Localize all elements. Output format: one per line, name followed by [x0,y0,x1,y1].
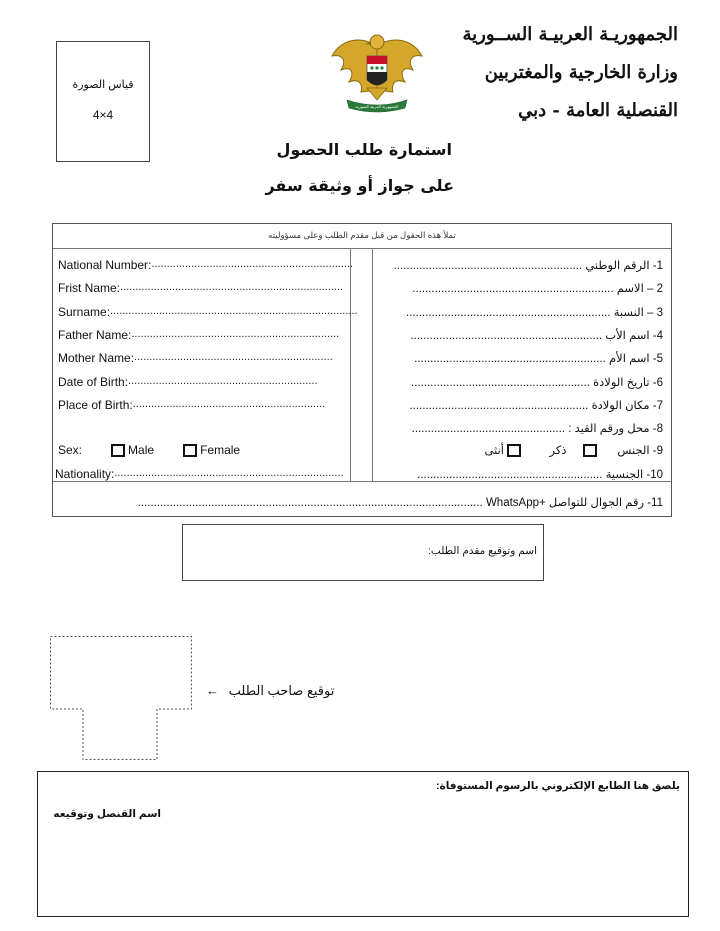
mobile-whatsapp-field[interactable]: 11- رقم الجوال للتواصل +WhatsApp ............................................................................................................ [137,497,663,509]
female-label: Female [200,443,241,457]
ar-registry-field[interactable]: 8- محل ورقم القيد : ................................................ [411,423,663,435]
male-checkbox[interactable] [111,444,125,457]
ar-first-name-field[interactable]: 2 – الاسم ............................................................... [412,283,663,295]
arrow-left-icon: ← [206,683,219,698]
header-consulate: القنصلية العامة - دبي [518,100,678,121]
first-name-field[interactable]: Frist Name: ......................................................................... [58,281,344,295]
national-number-field[interactable]: National Number: .................................................................. [58,258,354,272]
consul-signature-label: اسم القنصل وتوقيعه [53,808,161,820]
header-republic: الجمهوريـة العربيـة الســورية [462,24,678,45]
syrian-eagle-emblem [327,26,427,116]
female-checkbox[interactable] [183,444,197,457]
surname-field[interactable]: Surname: ................................................................................. [58,305,358,319]
ar-female-label: أنثى [484,445,504,457]
applicant-signature-box[interactable] [182,524,544,581]
ar-sex-field: 9- الجنس ذكر أنثى [484,445,663,457]
date-of-birth-field[interactable]: Date of Birth: .............................................................. [58,375,318,389]
form-note: تملأ هذه الحقول من قبل مقدم الطلب وعلى مسؤوليته [268,230,456,240]
ar-mother-name-field[interactable]: 5- اسم الأم ............................................................ [414,353,663,365]
male-label: Male [128,443,155,457]
father-name-field[interactable]: Father Name: .................................................................... [58,328,340,342]
ar-nationality-field[interactable]: 10- الجنسية .......................................................... [417,469,663,481]
ar-male-label: ذكر [549,445,567,457]
emblem-ribbon-text: الجمهورية العربية السورية [355,104,399,109]
form-title-line2: على جواز أو وثيقة سفر [265,176,454,195]
sex-field: Sex: Male Female [58,443,241,457]
ar-male-checkbox[interactable] [583,444,597,457]
fee-stamp-label: يلصق هنا الطابع الإلكتروني بالرسوم المستوفاة: [436,780,680,792]
ar-date-of-birth-field[interactable]: 6- تاريخ الولادة ........................................................ [411,377,663,389]
photo-size: 4×4 [92,108,114,122]
fee-stamp-box[interactable] [37,771,689,917]
form-title-line1: استمارة طلب الحصول [276,140,452,159]
place-of-birth-field[interactable]: Place of Birth: ............................................................... [58,398,326,412]
ar-female-checkbox[interactable] [507,444,521,457]
applicant-form [52,223,672,517]
nationality-field[interactable]: Nationality: ........................................................................... [55,467,344,481]
photo-label: قياس الصورة [72,79,134,91]
owner-signature-label: ← توقيع صاحب الطلب [206,683,335,698]
ar-surname-field[interactable]: 3 – النسبة ................................................................ [406,307,663,319]
header-ministry: وزارة الخارجية والمغتربين [484,62,678,83]
ar-father-name-field[interactable]: 4- اسم الأب ............................................................ [410,330,663,342]
owner-signature-area[interactable] [50,636,192,760]
applicant-signature-label: اسم وتوقيع مقدم الطلب: [427,545,537,557]
mother-name-field[interactable]: Mother Name: ................................................................. [58,351,333,365]
photo-box [56,41,150,162]
ar-national-number-field[interactable]: 1- الرقم الوطني ........................................................... [393,260,663,272]
ar-place-of-birth-field[interactable]: 7- مكان الولادة ........................................................ [409,400,663,412]
